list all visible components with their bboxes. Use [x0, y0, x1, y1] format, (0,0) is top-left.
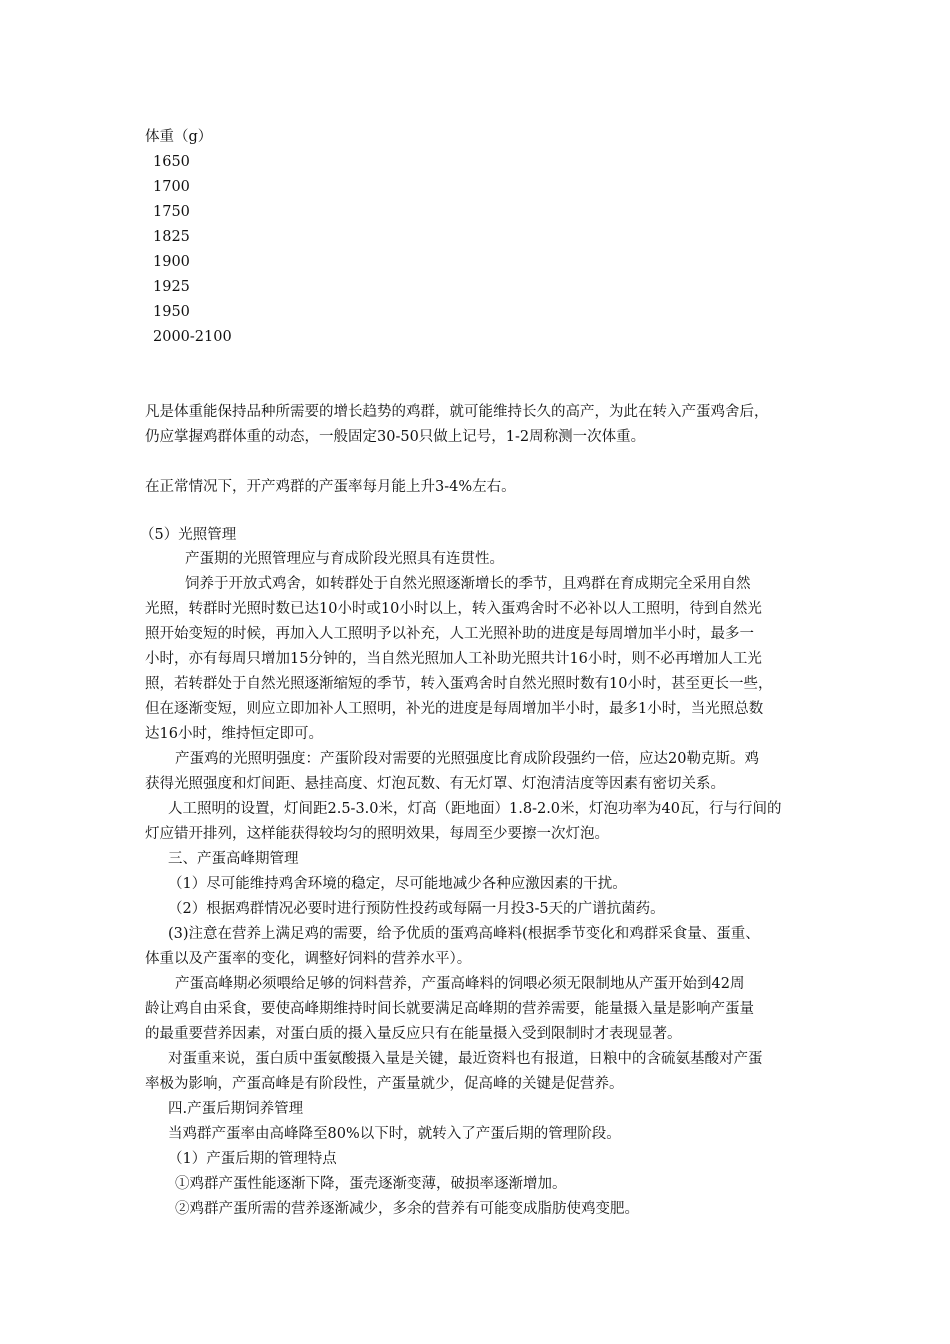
- weight-table-header: 体重（g）: [145, 129, 213, 145]
- weight-value: 1925: [153, 279, 190, 295]
- paragraph-line: 照开始变短的时候，再加入人工照明予以补充，人工光照补助的进度是每周增加半小时，最多一: [145, 626, 754, 642]
- paragraph-line: 获得光照强度和灯间距、悬挂高度、灯泡瓦数、有无灯罩、灯泡清洁度等因素有密切关系。: [145, 776, 725, 792]
- paragraph-line: 率极为影响，产蛋高峰是有阶段性，产蛋量就少，促高峰的关键是促营养。: [145, 1076, 624, 1092]
- weight-value: 1900: [153, 254, 190, 270]
- paragraph-line: 龄让鸡自由采食，要使高峰期维持时间长就要满足高峰期的营养需要，能量摄入量是影响产蛋量: [145, 1001, 754, 1017]
- paragraph-line: 人工照明的设置，灯间距2.5-3.0米，灯高（距地面）1.8-2.0米，灯泡功率为40瓦，行与行间的: [168, 801, 782, 817]
- list-item: (3)注意在营养上满足鸡的需要，给予优质的蛋鸡高峰料(根据季节变化和鸡群采食量、蛋重、: [168, 926, 760, 942]
- paragraph-line: 的最重要营养因素，对蛋白质的摄入量反应只有在能量摄入受到限制时才表现显著。: [145, 1026, 682, 1042]
- paragraph-line: 灯应错开排列，这样能获得较均匀的照明效果，每周至少要擦一次灯泡。: [145, 826, 609, 842]
- weight-value: 1750: [153, 204, 190, 220]
- weight-value: 1650: [153, 154, 190, 170]
- paragraph-line: 照，若转群处于自然光照逐渐缩短的季节，转入蛋鸡舍时自然光照时数有10小时，甚至更长一些，: [145, 676, 773, 692]
- weight-value: 1700: [153, 179, 190, 195]
- list-item: （1）产蛋后期的管理特点: [168, 1151, 337, 1167]
- paragraph-line: 产蛋鸡的光照明强度：产蛋阶段对需要的光照强度比育成阶段强约一倍，应达20勒克斯。鸡: [175, 751, 759, 767]
- paragraph-line: 对蛋重来说，蛋白质中蛋氨酸摄入量是关键，最近资料也有报道，日粮中的含硫氨基酸对产蛋: [168, 1051, 763, 1067]
- paragraph-line: 小时，亦有每周只增加15分钟的，当自然光照加人工补助光照共计16小时，则不必再增加人工光: [145, 651, 762, 667]
- paragraph-line: 光照，转群时光照时数已达10小时或10小时以上，转入蛋鸡舍时不必补以人工照明，待到自然光: [145, 601, 762, 617]
- list-item: （1）尽可能维持鸡舍环境的稳定，尽可能地减少各种应激因素的干扰。: [168, 876, 627, 892]
- list-item: ②鸡群产蛋所需的营养逐渐减少，多余的营养有可能变成脂肪使鸡变肥。: [175, 1201, 639, 1217]
- paragraph-line: 体重以及产蛋率的变化，调整好饲料的营养水平）。: [145, 951, 472, 967]
- paragraph-line: 达16小时，维持恒定即可。: [145, 726, 323, 742]
- paragraph-line: 但在逐渐变短，则应立即加补人工照明，补光的进度是每周增加半小时，最多1小时，当光照总数: [145, 701, 764, 717]
- weight-value: 2000-2100: [153, 329, 232, 345]
- paragraph-line: 在正常情况下，开产鸡群的产蛋率每月能上升3-4%左右。: [145, 479, 516, 495]
- paragraph-line: 饲养于开放式鸡舍，如转群处于自然光照逐渐增长的季节，且鸡群在育成期完全采用自然: [185, 576, 751, 592]
- section-heading-late: 四.产蛋后期饲养管理: [168, 1101, 304, 1117]
- paragraph-line: 当鸡群产蛋率由高峰降至80%以下时，就转入了产蛋后期的管理阶段。: [168, 1126, 621, 1142]
- section-heading-light: （5）光照管理: [140, 527, 237, 543]
- weight-value: 1825: [153, 229, 190, 245]
- list-item: ①鸡群产蛋性能逐渐下降，蛋壳逐渐变薄，破损率逐渐增加。: [175, 1176, 567, 1192]
- paragraph-line: 凡是体重能保持品种所需要的增长趋势的鸡群，就可能维持长久的高产，为此在转入产蛋鸡舍后，: [145, 404, 769, 420]
- list-item: （2）根据鸡群情况必要时进行预防性投药或每隔一月投3-5天的广谱抗菌药。: [168, 901, 665, 917]
- weight-value: 1950: [153, 304, 190, 320]
- section-heading-peak: 三、产蛋高峰期管理: [168, 851, 299, 867]
- paragraph-line: 产蛋高峰期必须喂给足够的饲料营养，产蛋高峰料的饲喂必须无限制地从产蛋开始到42周: [175, 976, 745, 992]
- paragraph-line: 仍应掌握鸡群体重的动态，一般固定30-50只做上记号，1-2周称测一次体重。: [145, 429, 646, 445]
- paragraph-line: 产蛋期的光照管理应与育成阶段光照具有连贯性。: [185, 551, 504, 567]
